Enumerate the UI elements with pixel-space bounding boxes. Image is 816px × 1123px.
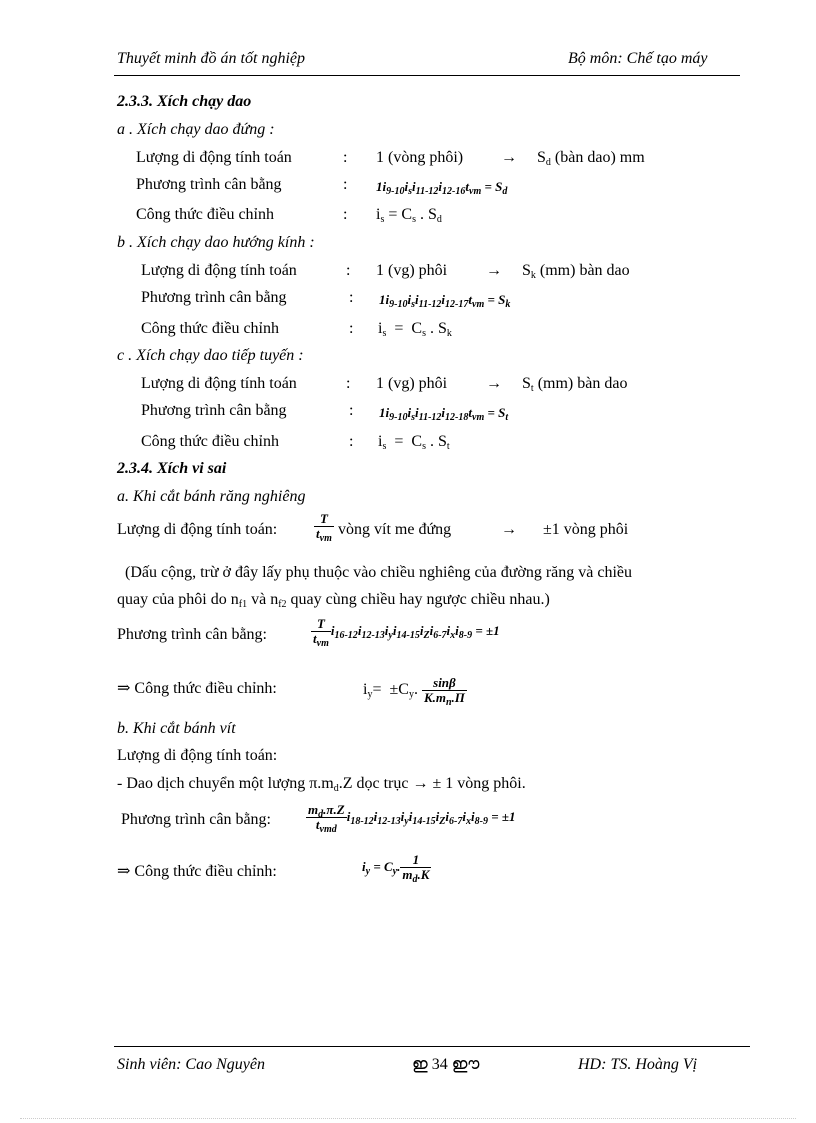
equation-b: $1i_{9-10}i_si_{11-12}i_{12-17}t_{vm} = S_k$ bbox=[379, 292, 511, 310]
row-label: Phương trình cân bằng bbox=[141, 289, 287, 306]
header-right: Bộ môn: Chế tạo máy bbox=[568, 50, 708, 67]
colon: : bbox=[343, 176, 348, 193]
footer-right: HD: TS. Hoàng Vị bbox=[578, 1056, 698, 1073]
row-right-value: ±1 vòng phôi bbox=[543, 521, 629, 538]
row-label: Lượng di động tính toán: bbox=[117, 747, 278, 764]
formula-vi-sai-b: $i_y = C_y$. $\frac{1}{m_d.K}$ bbox=[362, 852, 430, 886]
colon: : bbox=[349, 433, 354, 450]
colon: : bbox=[349, 402, 354, 419]
row-text: - Dao dịch chuyển một lượng $\pi.m_d.Z$ dọc trục → ± 1 vòng phôi. bbox=[117, 775, 526, 794]
row-label: Phương trình cân bằng: bbox=[117, 626, 267, 643]
row-label: ⇒ Công thức điều chỉnh: bbox=[117, 863, 277, 880]
arrow: → bbox=[486, 262, 502, 279]
colon: : bbox=[346, 375, 351, 392]
row-right-value: $S_t$ (mm) bàn dao bbox=[522, 375, 628, 394]
footer-left: Sinh viên: Cao Nguyên bbox=[117, 1056, 265, 1073]
colon: : bbox=[343, 149, 348, 166]
row-label: Lượng di động tính toán bbox=[136, 149, 292, 166]
equation-c: $1i_{9-10}i_si_{11-12}i_{12-18}t_{vm} = S_t$ bbox=[379, 405, 509, 423]
row-left-value: 1 (vg) phôi bbox=[376, 262, 448, 279]
subsection-b-heading: b . Xích chạy dao hướng kính : bbox=[117, 234, 315, 251]
row-label: Công thức điều chỉnh bbox=[141, 433, 279, 450]
row-label: Công thức điều chỉnh bbox=[141, 320, 279, 337]
header-rule bbox=[114, 75, 740, 76]
note-line-1: (Dấu cộng, trừ ở đây lấy phụ thuộc vào chiều nghiêng của đường răng và chiều bbox=[125, 564, 632, 581]
colon: : bbox=[349, 320, 354, 337]
subsection-a-heading: a. Khi cắt bánh răng nghiêng bbox=[117, 488, 306, 505]
section-title-233: 2.3.3. Xích chạy dao bbox=[117, 93, 252, 110]
row-label: Phương trình cân bằng bbox=[141, 402, 287, 419]
row-label: Lượng di động tính toán bbox=[141, 375, 297, 392]
row-right-value: $S_d$ (bàn dao) mm bbox=[537, 149, 645, 168]
colon: : bbox=[349, 289, 354, 306]
row-right-value: $S_k$ (mm) bàn dao bbox=[522, 262, 630, 281]
note-line-2: quay của phôi do $n_{f1}$ và $n_{f2}$ quay cùng chiều hay ngược chiều nhau.) bbox=[117, 591, 550, 610]
row-left-value: 1 (vg) phôi bbox=[376, 375, 448, 392]
row-left-value: 1 (vòng phôi) bbox=[376, 149, 464, 166]
subsection-c-heading: c . Xích chạy dao tiếp tuyến : bbox=[117, 347, 304, 364]
equation-a: $1i_{9-10}i_si_{11-12}i_{12-16}t_{vm} = S_d$ bbox=[376, 179, 508, 197]
arrow: → bbox=[501, 521, 517, 538]
row-label: Phương trình cân bằng: bbox=[121, 811, 271, 828]
row-label: Lượng di động tính toán: bbox=[117, 521, 278, 538]
subsection-b-heading: b. Khi cắt bánh vít bbox=[117, 720, 236, 737]
subsection-a-heading: a . Xích chạy dao đứng : bbox=[117, 121, 275, 138]
row-label: Phương trình cân bằng bbox=[136, 176, 282, 193]
arrow: → bbox=[501, 149, 517, 166]
formula-a: $i_s = C_s$ . $S_d$ bbox=[376, 206, 442, 225]
section-title-234: 2.3.4. Xích vi sai bbox=[117, 460, 227, 477]
equation-vi-sai-a: $\frac{T}{t_{vm}}$ $i_{16-12}i_{12-13}i_yi_{14-15}i_Zi_{6-7}i_xi_{8-9} = \pm 1$ bbox=[313, 616, 500, 650]
formula-b: $i_s = C_s$ . $S_k$ bbox=[378, 320, 452, 339]
formula-vi-sai-a: $i_y= \pm C_y$. $\frac{\sin\beta}{K.m_n.\Pi}$ bbox=[363, 675, 465, 709]
row-label: ⇒ Công thức điều chỉnh: bbox=[117, 680, 277, 697]
row-mid-value: vòng vít me đứng bbox=[338, 521, 452, 538]
arrow: → bbox=[486, 375, 502, 392]
fraction-T-tvm: $\frac{T}{t_{vm}}$ bbox=[316, 511, 332, 545]
page-number: ഇ 34 ഈ bbox=[412, 1056, 480, 1073]
colon: : bbox=[343, 206, 348, 223]
equation-vi-sai-b: $\frac{m_d.\pi.Z}{t_{vmd}}$ $i_{18-12}i_{12-13}i_yi_{14-15}i_Zi_{6-7}i_xi_{8-9} = \pm 1$ bbox=[308, 802, 516, 836]
page-edge-divider bbox=[20, 1118, 796, 1119]
footer-rule bbox=[114, 1046, 750, 1047]
formula-c: $i_s = C_s$ . $S_t$ bbox=[378, 433, 450, 452]
header-left: Thuyết minh đồ án tốt nghiệp bbox=[117, 50, 305, 67]
row-label: Công thức điều chỉnh bbox=[136, 206, 274, 223]
row-label: Lượng di động tính toán bbox=[141, 262, 297, 279]
colon: : bbox=[346, 262, 351, 279]
